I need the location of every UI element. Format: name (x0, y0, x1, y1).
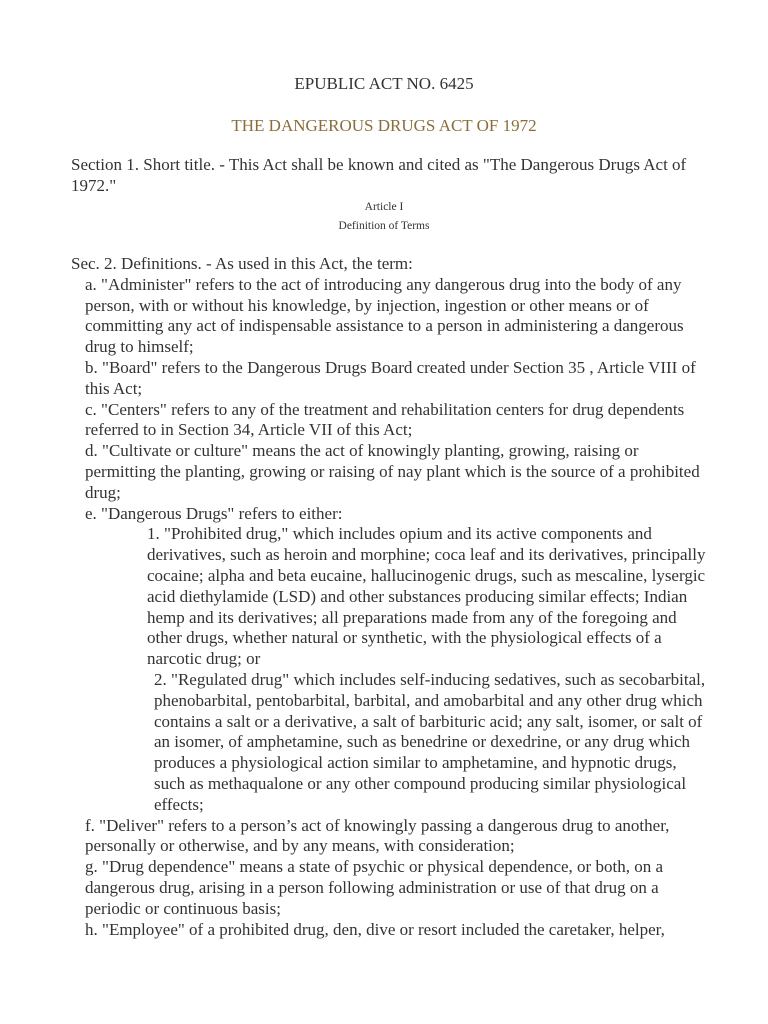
section-2-definitions (71, 254, 711, 940)
definition-item-f: f. "Deliver" refers to a person’s act of knowingly passing a dangerous drug to another, personally or otherwise, and by any means, with consideration; (85, 815, 670, 856)
definition-item-g: g. "Drug dependence" means a state of psychic or physical dependence, or both, on a dangerous drug, arising in a person following administration or use of that drug on a periodic or continuous basis; (85, 857, 663, 918)
definition-subitem-1: 1. "Prohibited drug," which includes opium and its active components and derivatives, such as heroin and morphine; coca leaf and its derivatives, principally cocaine; alpha and beta eucaine, hallucinogenic drugs, such as mescaline, lysergic acid diethylamide (LSD) and other substances producing similar effects; Indian hemp and its derivatives; all preparations made from any of the foregoing and other drugs, whether natural or synthetic, with the physiological effects of a narcotic drug; or (147, 524, 706, 669)
definition-item-c: c. "Centers" refers to any of the treatment and rehabilitation centers for drug dependents referred to in Section 34, Article VII of this Act; (85, 399, 685, 440)
definition-item-d: d. "Cultivate or culture" means the act of knowingly planting, growing, raising or permitting the planting, growing or raising of nay plant which is the source of a prohibited drug; (85, 441, 700, 502)
definition-item-b: b. "Board" refers to the Dangerous Drugs Board created under Section 35 , Article VIII of this Act; (85, 357, 696, 398)
definition-item-a: a. "Administer" refers to the act of introducing any dangerous drug into the body of any person, with or without his knowledge, by injection, ingestion or other means or of committing any act of indispensable assistance to a person in administering a dangerous drug to himself; (85, 274, 684, 357)
article-label: Article I (364, 201, 404, 213)
definition-item-e: e. "Dangerous Drugs" refers to either: (85, 503, 343, 523)
definition-subitem-2: 2. "Regulated drug" which includes self-inducing sedatives, such as secobarbital, phenobarbital, pentobarbital, barbital, and amobarbital and any other drug which contains a salt or a derivative, a salt of barbituric acid; any salt, isomer, or salt of an isomer, of amphetamine, such as benedrine or dexedrine, or any drug which produces a physiological action similar to amphetamine, and hypnotic drugs, such as methaqualone or any other compound producing similar physiological effects; (154, 669, 706, 814)
section-1-short-title: Section 1. Short title. - This Act shall be known and cited as "The Dangerous Drugs Act of 1972." (71, 155, 687, 195)
act-title: THE DANGEROUS DRUGS ACT OF 1972 (231, 116, 537, 135)
act-number: EPUBLIC ACT NO. 6425 (294, 74, 474, 93)
section-2-heading: Sec. 2. Definitions. - As used in this Act, the term: (71, 254, 413, 273)
article-subtitle: Definition of Terms (338, 220, 430, 232)
definition-item-h: h. "Employee" of a prohibited drug, den, dive or resort included the caretaker, helper, (85, 919, 665, 939)
